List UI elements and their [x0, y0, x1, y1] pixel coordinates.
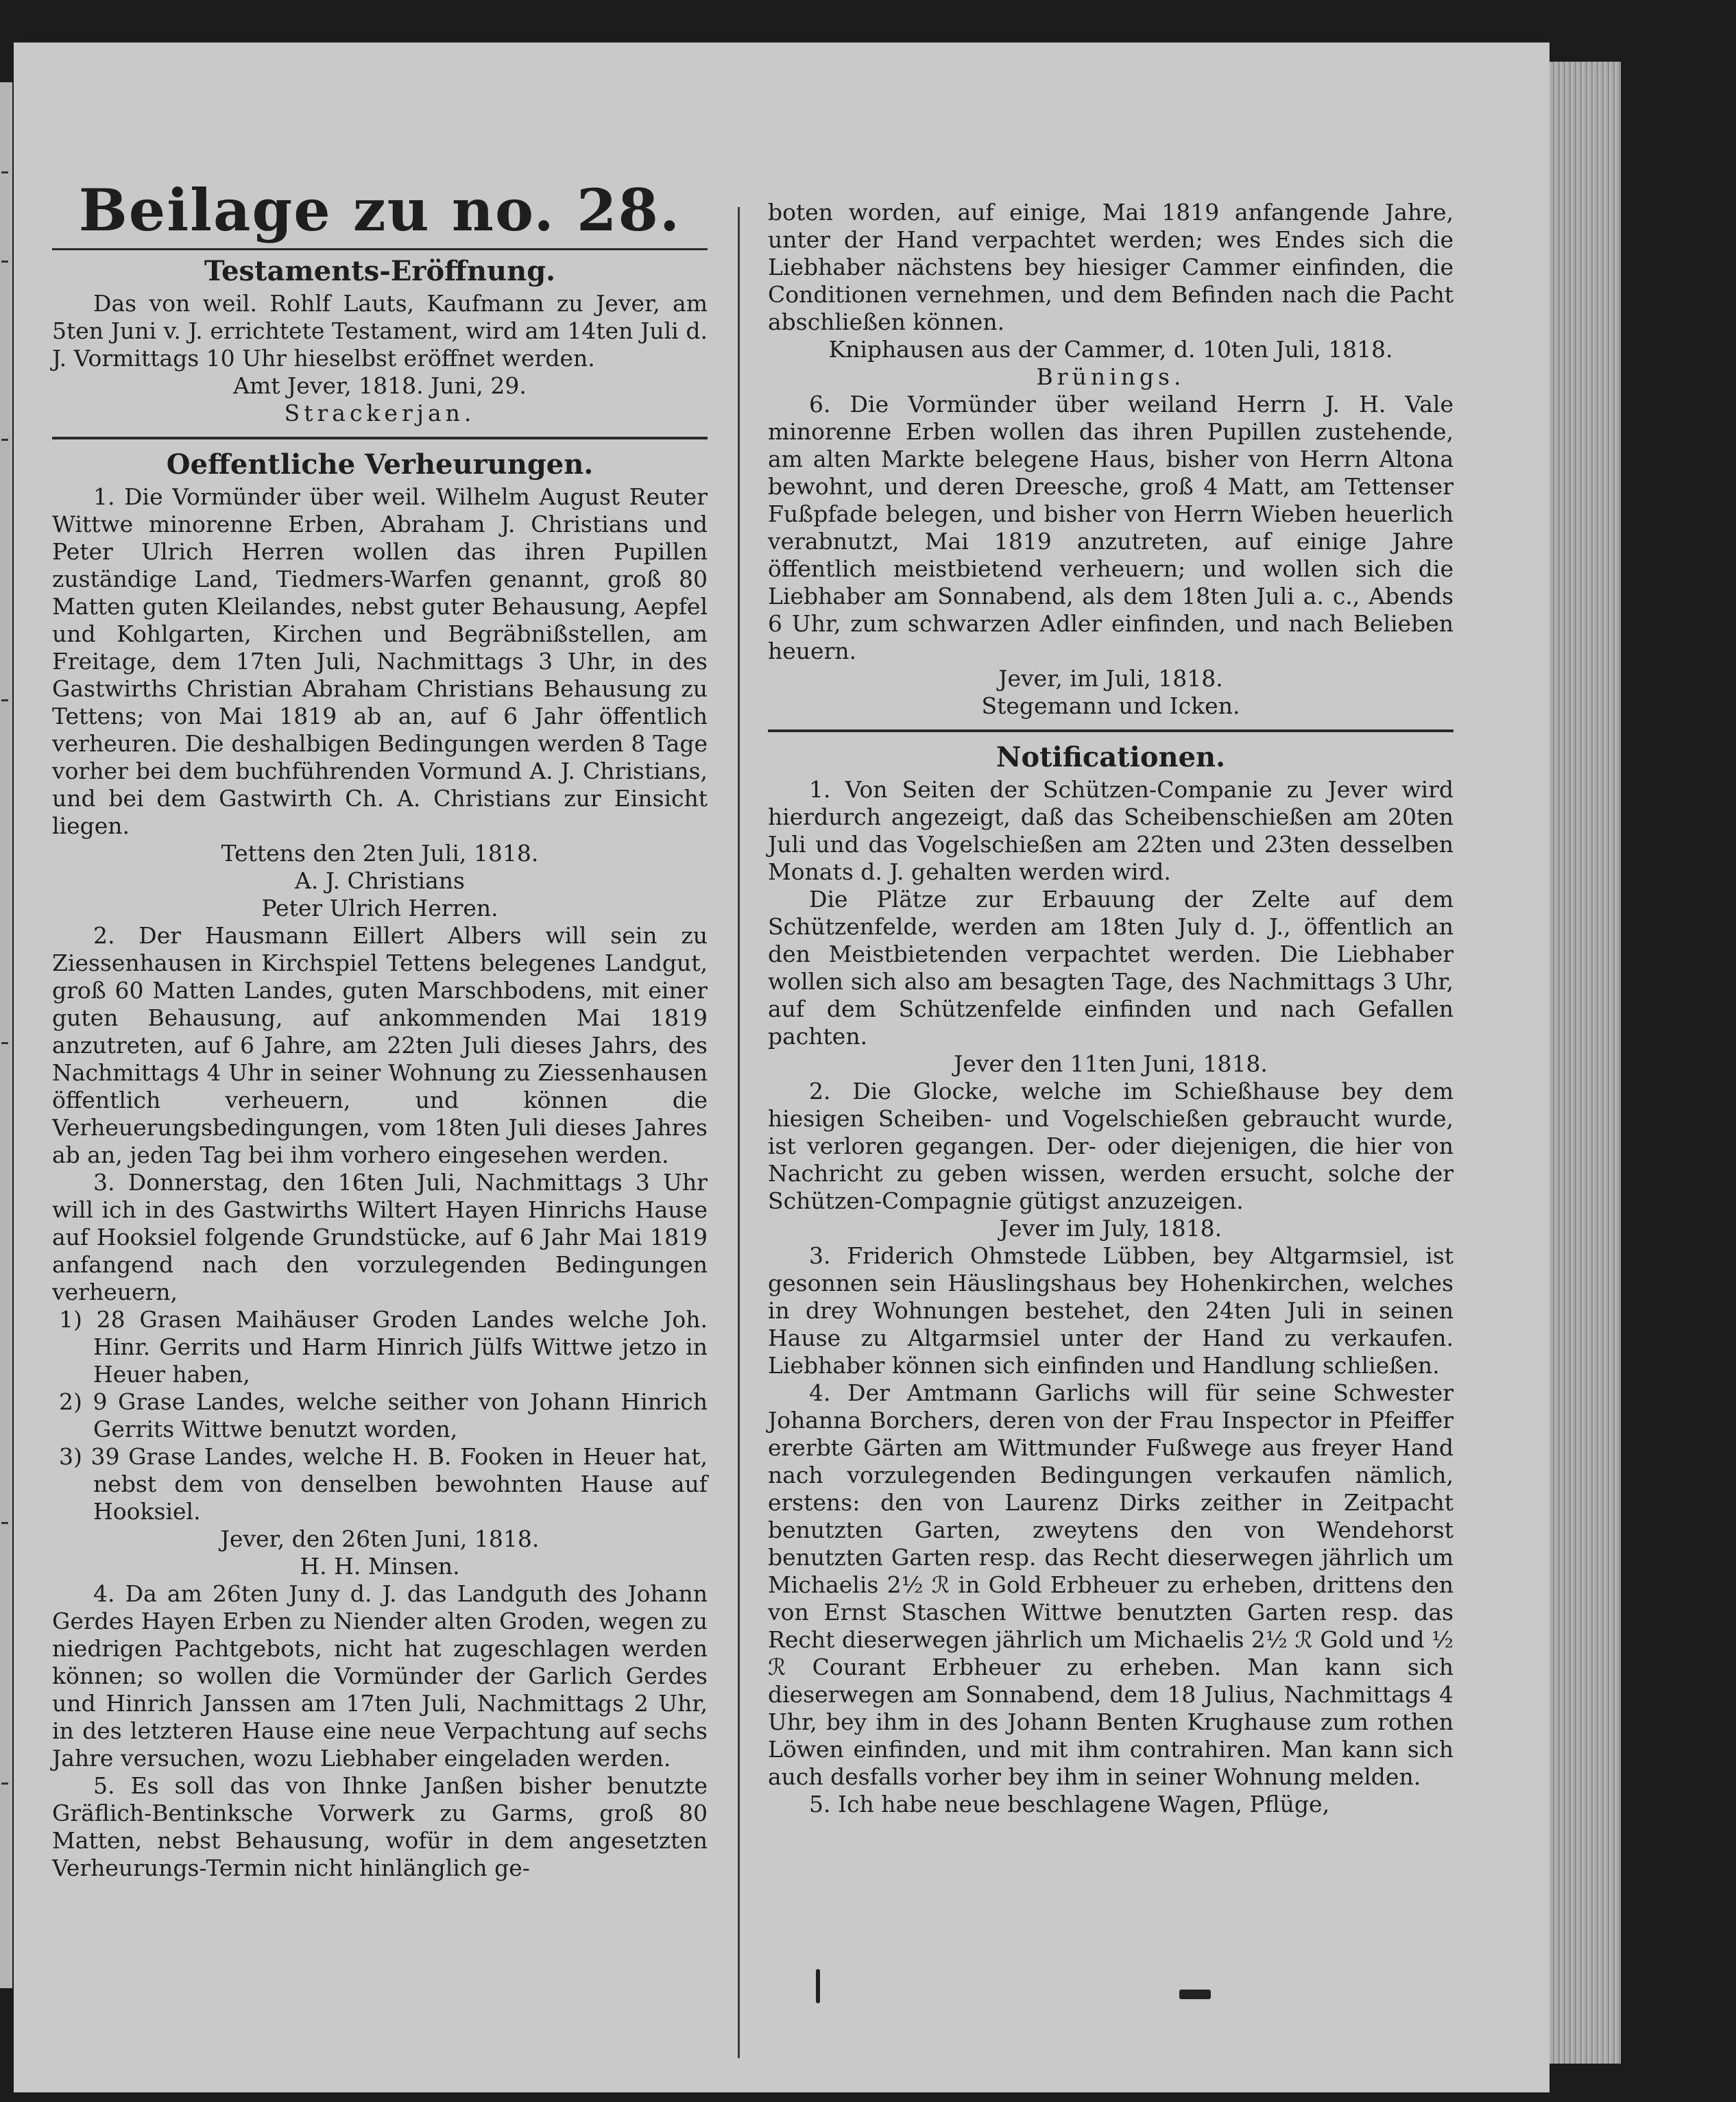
newspaper-page [14, 43, 1550, 2092]
right-column [768, 199, 1454, 1818]
notification-1: 1. Von Seiten der Schützen-Companie zu Jever wird hierdurch angezeigt, daß das Scheibenschießen am 20ten Juli und das Vogelschießen am 22ten und 23ten desselben Monats d. J. gehalten werden wird. [768, 776, 1454, 885]
section-rule [52, 437, 708, 439]
item-1-date: Tettens den 2ten Juli, 1818. [221, 840, 539, 867]
item-3-sub-3: 3) 39 Grase Landes, welche H. B. Fooken in Heuer hat, nebst dem von denselben bewohnten Hause auf Hooksiel. [59, 1443, 708, 1525]
verheurung-item-4: 4. Da am 26ten Juny d. J. das Landguth des Johann Gerdes Hayen Erben zu Niender alten Groden, wegen zu niedrigen Pachtgebots, nicht hat zugeschlagen werden können; so wollen die Vormünder der Garlich Gerdes und Hinrich Janssen am 17ten Juli, Nachmittags 2 Uhr, in des letzteren Hause eine neue Verpachtung auf sechs Jahre versuchen, wozu Liebhaber eingeladen werden. [52, 1580, 708, 1772]
item-3-signature: H. H. Minsen. [300, 1553, 460, 1580]
notification-2-date: Jever im July, 1818. [999, 1215, 1222, 1242]
masthead: Beilage zu no. 28. [52, 173, 708, 250]
item-6-date: Jever, im Juli, 1818. [998, 665, 1223, 692]
testament-signature: Strackerjan. [284, 400, 476, 426]
section-rule [768, 729, 1454, 732]
notification-5: 5. Ich habe neue beschlagene Wagen, Pflüge, [809, 1791, 1330, 1817]
ink-smudge [1179, 1990, 1211, 1999]
ink-smudge [816, 1969, 820, 2003]
testament-date: Amt Jever, 1818. Juni, 29. [233, 372, 527, 399]
verheurungen-heading: Oeffentliche Verheurungen. [166, 448, 594, 481]
verheurung-item-3: 3. Donnerstag, den 16ten Juli, Nachmittags 3 Uhr will ich in des Gastwirths Wiltert Hayen Hinrichs Hause auf Hooksiel folgende Grundstücke, auf 6 Jahr Mai 1819 anfangend nach den vorzulegenden Bedingungen verheuern, [52, 1169, 708, 1305]
verheurung-item-1: 1. Die Vormünder über weil. Wilhelm August Reuter Wittwe minorenne Erben, Abraham J. Christians und Peter Ulrich Herren wollen das ihren Pupillen zuständige Land, Tiedmers-Warfen genannt, groß 80 Matten guten Kleilandes, nebst guter Behausung, Aepfel und Kohlgarten, Kirchen und Begräbnißstellen, am Freitage, dem 17ten Juli, Nachmittags 3 Uhr, in des Gastwirths Christian Abraham Christians Behausung zu Tettens; von Mai 1819 ab an, auf 6 Jahr öffentlich verheuren. Die deshalbigen Bedingungen werden 8 Tage vorher bei dem buchführenden Vormund A. J. Christians, und bei dem Gastwirth Ch. A. Christians zur Einsicht liegen. [52, 483, 708, 839]
item-3-sub-1: 1) 28 Grasen Maihäuser Groden Landes welche Joh. Hinr. Gerrits und Harm Hinrich Jülfs Wittwe jetzo in Heuer haben, [59, 1306, 708, 1388]
testament-text: Das von weil. Rohlf Lauts, Kaufmann zu Jever, am 5ten Juni v. J. errichtete Testament, wird am 14ten Juli d. J. Vormittags 10 Uhr hieselbst eröffnet werden. [52, 290, 708, 372]
continuation-signature: Brünings. [1036, 363, 1185, 390]
testament-heading: Testaments-Eröffnung. [204, 255, 556, 287]
facing-page-edge [0, 82, 12, 1988]
notification-1-continued: Die Plätze zur Erbauung der Zelte auf dem Schützenfelde, werden am 18ten July d. J., öffentlich an den Meistbietenden verpachtet werden. Die Liebhaber wollen sich also am besagten Tage, des Nachmittags 3 Uhr, auf dem Schützenfelde einfinden und nach Gefallen pachten. [768, 886, 1454, 1050]
notification-1-date: Jever den 11ten Juni, 1818. [954, 1050, 1268, 1077]
notificationen-heading: Notificationen. [996, 741, 1226, 773]
notification-2: 2. Die Glocke, welche im Schießhause bey dem hiesigen Scheiben- und Vogelschießen gebraucht wurde, ist verloren gegangen. Der- oder diejenigen, die hier von Nachricht zu geben wissen, werden ersucht, solche der Schützen-Compagnie gütigst anzuzeigen. [768, 1078, 1454, 1214]
column-divider [738, 207, 740, 2058]
notification-3: 3. Friderich Ohmstede Lübben, bey Altgarmsiel, ist gesonnen sein Häuslingshaus bey Hohenkirchen, welches in drey Wohnungen bestehet, den 24ten Juli in seinen Hause zu Altgarmsiel unter der Hand zu verkaufen. Liebhaber können sich einfinden und Handlung schließen. [768, 1242, 1454, 1379]
item-1-signature-2: Peter Ulrich Herren. [261, 895, 498, 921]
verheurung-item-2: 2. Der Hausmann Eillert Albers will sein zu Ziessenhausen in Kirchspiel Tettens belegenes Landgut, groß 60 Matten Landes, guten Marschbodens, mit einer guten Behausung, auf ankommenden Mai 1819 anzutreten, auf 6 Jahre, am 22ten Juli dieses Jahrs, des Nachmittags 4 Uhr in seiner Wohnung zu Ziessenhausen öffentlich verheuern, und können die Verheuerungsbedingungen, vom 18ten Juli dieses Jahres ab an, jeden Tag bei ihm vorhero eingesehen werden. [52, 922, 708, 1168]
item-6-signature: Stegemann und Icken. [981, 692, 1240, 719]
verheurung-item-6: 6. Die Vormünder über weiland Herrn J. H. Vale minorenne Erben wollen das ihren Pupillen zustehende, am alten Markte belegene Haus, bisher von Herrn Altona bewohnt, und deren Dreesche, groß 4 Matt, am Tettenser Fußpfade belegen, und bisher von Herrn Wieben heuerlich verabnutzt, Mai 1819 anzutreten, auf einige Jahre öffentlich meistbietend verheuern; und wollen sich die Liebhaber am Sonnabend, als dem 18ten Juli a. c., Abends 6 Uhr, zum schwarzen Adler einfinden, und nach Belieben heuern. [768, 391, 1454, 664]
continuation-date: Kniphausen aus der Cammer, d. 10ten Juli, 1818. [828, 336, 1393, 363]
item-3-sub-2: 2) 9 Grase Landes, welche seither von Johann Hinrich Gerrits Wittwe benutzt worden, [59, 1388, 708, 1442]
notification-4: 4. Der Amtmann Garlichs will für seine Schwester Johanna Borchers, deren von der Frau Inspector in Pfeiffer ererbte Gärten am Wittmunder Fußwege aus freyer Hand nach vorzulegenden Bedingungen verkaufen nämlich, erstens: den von Laurenz Dirks zeither in Zeitpacht benutzten Garten, zweytens den von Wendehorst benutzten Garten resp. das Recht dieserwegen jährlich um Michaelis 2½ ℛ in Gold Erbheuer zu erheben, drittens den von Ernst Staschen Wittwe benutzten Garten resp. das Recht dieserwegen jährlich um Michaelis 2½ ℛ Gold und ½ ℛ Courant Erbheuer zu erheben. Man kann sich dieserwegen am Sonnabend, dem 18 Julius, Nachmittags 4 Uhr, bey ihm in des Johann Benten Krughause zum rothen Löwen einfinden, und mit ihm contrahiren. Man kann sich auch desfalls vorher bey ihm in seiner Wohnung melden. [768, 1379, 1454, 1790]
left-column [52, 173, 708, 1882]
item-3-date: Jever, den 26ten Juni, 1818. [220, 1525, 540, 1552]
continuation-text: boten worden, auf einige, Mai 1819 anfangende Jahre, unter der Hand verpachtet werden; wes Endes sich die Liebhaber nächstens bey hiesiger Cammer einfinden, die Conditionen vernehmen, und dem Befinden nach die Pacht abschließen können. [768, 199, 1454, 335]
item-1-signature-1: A. J. Christians [295, 867, 465, 894]
verheurung-item-5: 5. Es soll das von Ihnke Janßen bisher benutzte Gräflich-Bentinksche Vorwerk zu Garms, groß 80 Matten, nebst Behausung, wofür in dem angesetzten Verheurungs-Termin nicht hinlänglich ge- [52, 1772, 708, 1881]
